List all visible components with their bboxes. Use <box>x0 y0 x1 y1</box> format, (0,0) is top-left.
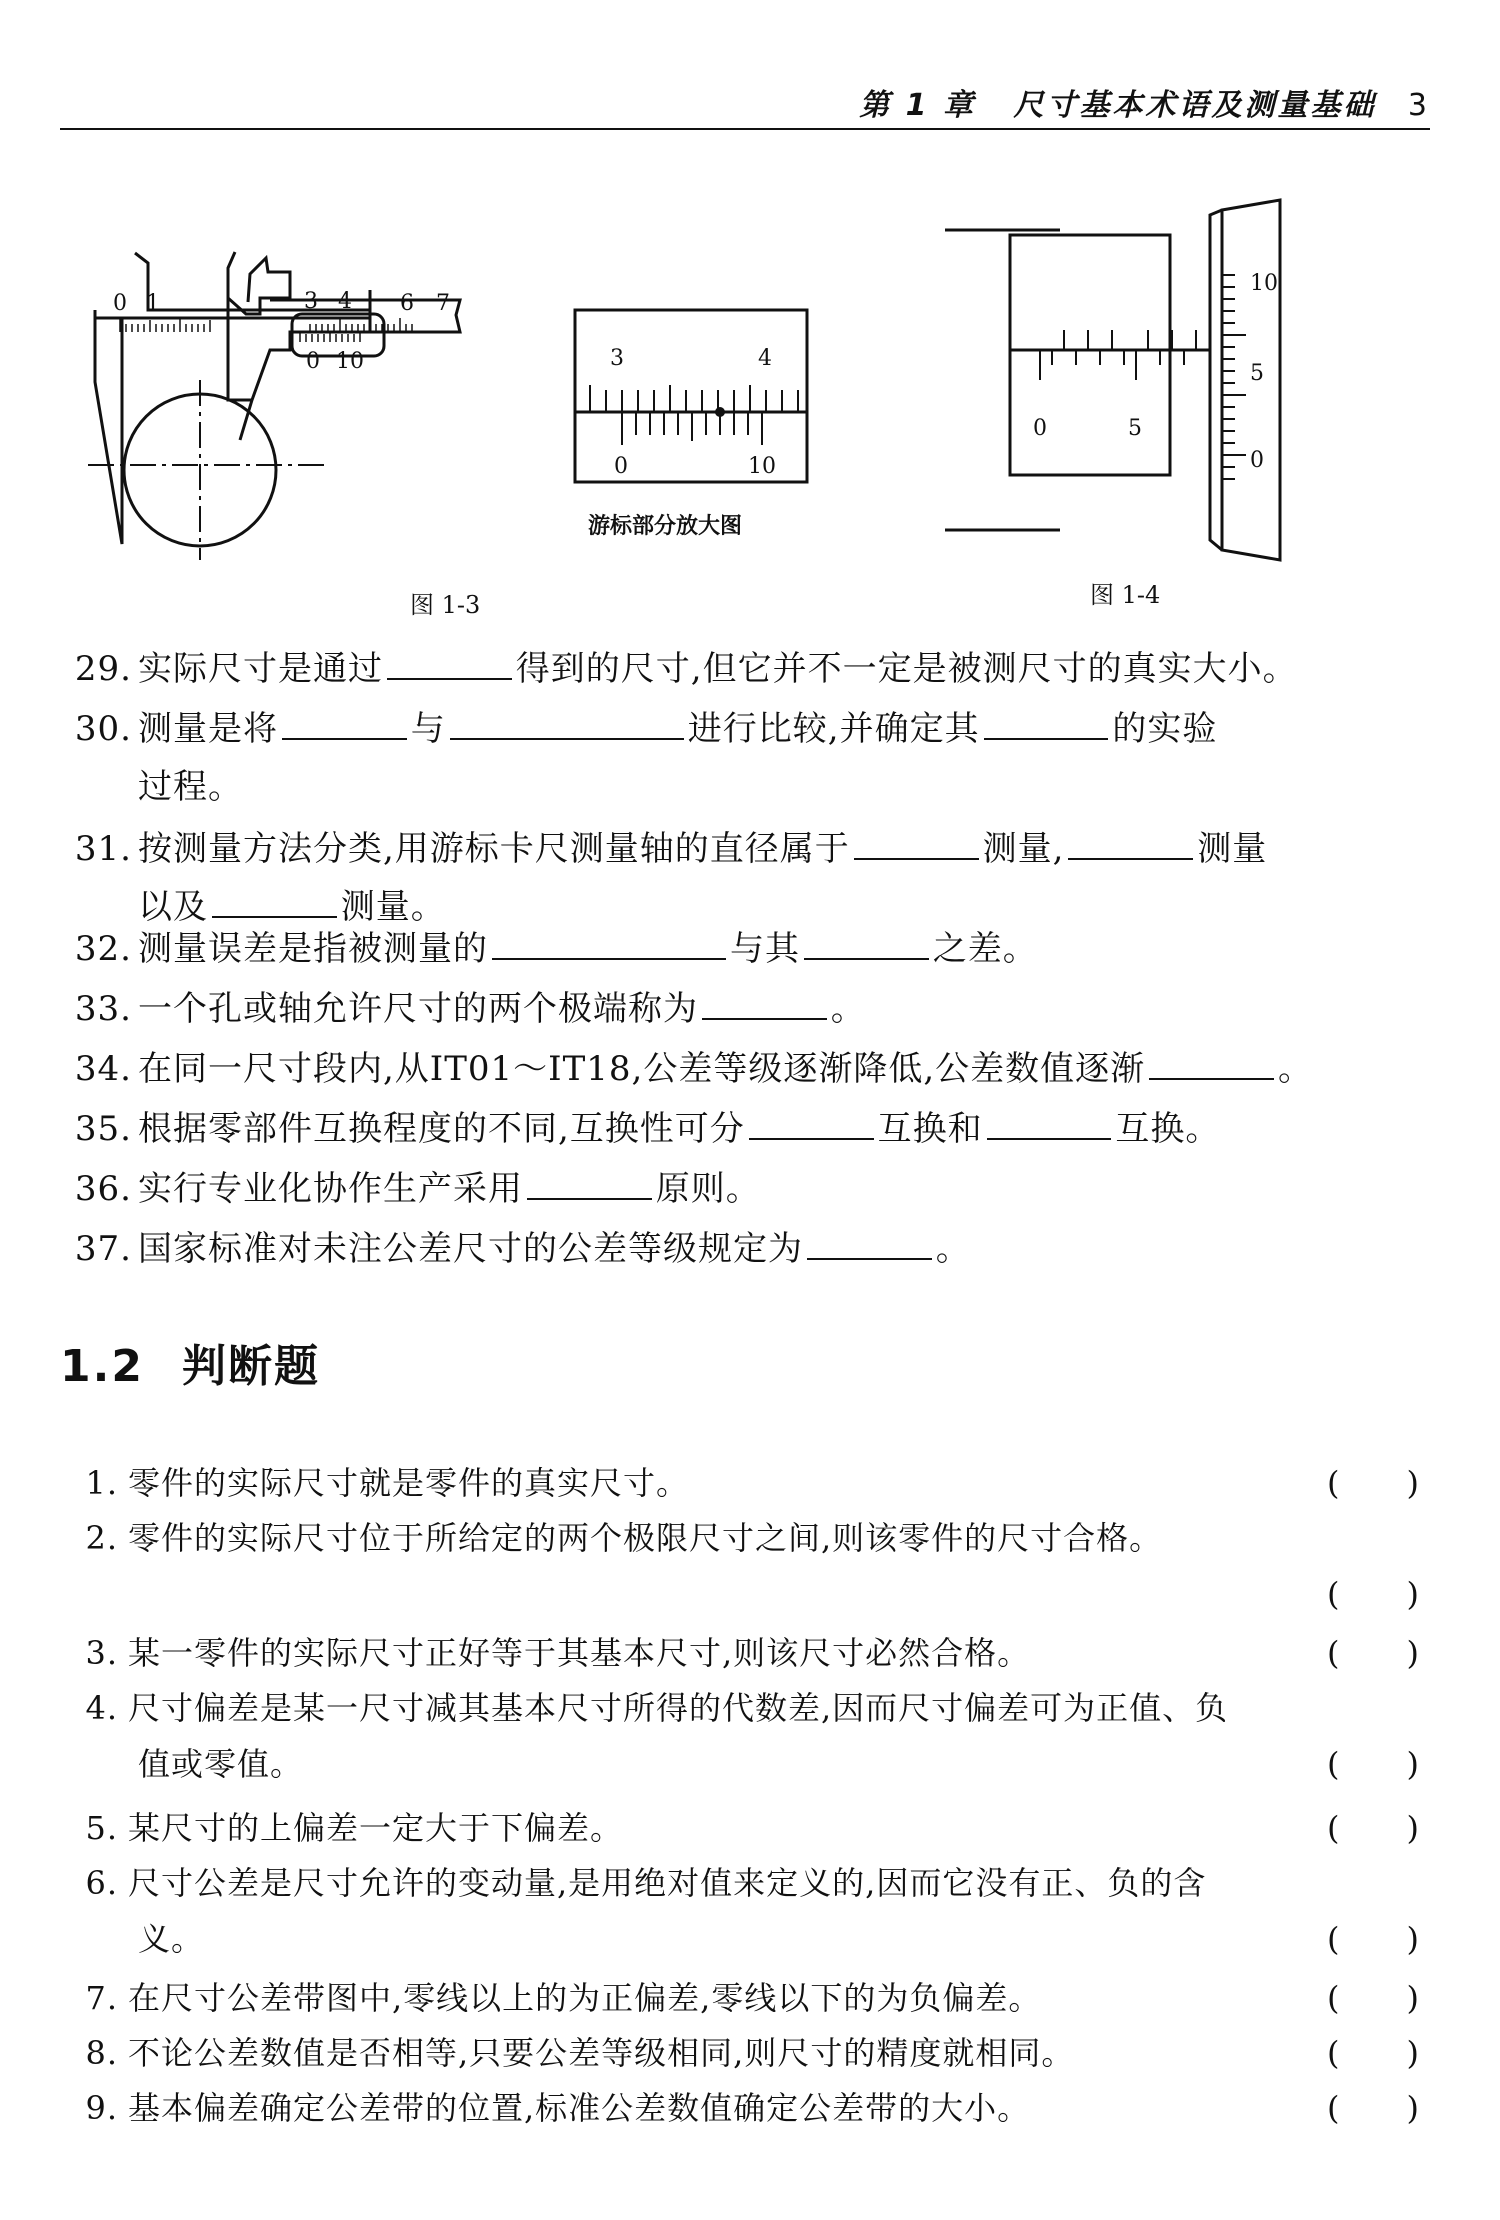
answer-blank[interactable] <box>212 886 337 918</box>
answer-blank[interactable] <box>854 828 979 860</box>
answer-blank[interactable] <box>450 708 684 740</box>
true-false-question <box>60 1455 1440 1511</box>
true-false-question <box>60 1855 1440 1967</box>
question-continuation: 以及 测量。 <box>138 887 446 927</box>
question-text: 国家标准对未注公差尺寸的公差等级规定为 。 <box>138 1229 971 1269</box>
true-false-question <box>60 1625 1440 1681</box>
true-false-question <box>60 1970 1440 2026</box>
answer-parentheses[interactable]: ( ) <box>1327 1464 1420 1502</box>
fill-in-question <box>60 1160 1440 1218</box>
answer-blank[interactable] <box>702 988 827 1020</box>
fill-in-question <box>60 1220 1440 1278</box>
fill-in-question <box>60 700 1440 816</box>
answer-blank[interactable] <box>1068 828 1193 860</box>
true-false-question <box>60 1510 1440 1613</box>
answer-parentheses[interactable]: ( ) <box>1327 1809 1420 1847</box>
question-number: 36. <box>74 1169 132 1209</box>
figure-1-3-zoom <box>570 305 820 545</box>
question-number: 9. <box>85 2089 118 2127</box>
answer-parentheses[interactable]: ( ) <box>1327 1745 1420 1783</box>
section-heading <box>60 1330 320 1394</box>
question-text: 尺寸公差是尺寸允许的变动量,是用绝对值来定义的,因而它没有正、负的含 <box>128 1864 1207 1902</box>
answer-blank[interactable] <box>807 1228 932 1260</box>
main-label-0: 0 <box>113 291 127 316</box>
question-text: 按测量方法分类,用游标卡尺测量轴的直径属于 测量, 测量 <box>138 829 1268 869</box>
question-number: 3. <box>85 1634 118 1672</box>
question-text: 零件的实际尺寸就是零件的真实尺寸。 <box>128 1464 690 1502</box>
question-continuation: 义。 <box>138 1920 205 1958</box>
question-number: 29. <box>74 649 132 689</box>
section-title: 判断题 <box>181 1341 320 1392</box>
fill-in-question <box>60 640 1440 698</box>
question-text: 不论公差数值是否相等,只要公差等级相同,则尺寸的精度就相同。 <box>128 2034 1075 2072</box>
question-number: 2. <box>85 1519 118 1557</box>
thimble <box>1210 200 1280 560</box>
question-continuation: 值或零值。 <box>138 1745 304 1783</box>
figure-1-3-caption: 图 1-3 <box>410 591 481 619</box>
chapter-label: 第 1 章 <box>859 88 976 123</box>
answer-parentheses[interactable]: ( ) <box>1327 2089 1420 2127</box>
zoom-alignment-dot <box>715 407 725 417</box>
question-text: 某尺寸的上偏差一定大于下偏差。 <box>128 1809 624 1847</box>
question-number: 31. <box>74 829 132 869</box>
question-text: 零件的实际尺寸位于所给定的两个极限尺寸之间,则该零件的尺寸合格。 <box>128 1519 1163 1557</box>
question-number: 37. <box>74 1229 132 1269</box>
answer-blank[interactable] <box>749 1108 874 1140</box>
answer-blank[interactable] <box>492 928 726 960</box>
main-scale <box>120 318 412 332</box>
question-number: 30. <box>74 709 132 749</box>
question-text: 基本偏差确定公差带的位置,标准公差数值确定公差带的大小。 <box>128 2089 1031 2127</box>
sleeve-label-5: 5 <box>1128 416 1142 441</box>
question-text: 测量误差是指被测量的 与其 之差。 <box>138 929 1038 969</box>
question-text: 一个孔或轴允许尺寸的两个极端称为 。 <box>138 989 866 1029</box>
zoom-main-label-4: 4 <box>758 346 772 371</box>
sleeve-label-0: 0 <box>1033 416 1047 441</box>
answer-parentheses[interactable]: ( ) <box>1327 2034 1420 2072</box>
question-continuation: 过程。 <box>138 767 243 807</box>
zoom-vernier-label-10: 10 <box>748 454 776 479</box>
answer-blank[interactable] <box>804 928 929 960</box>
main-label-4: 4 <box>338 289 352 314</box>
main-label-6: 6 <box>400 291 414 316</box>
main-label-1: 1 <box>146 291 160 316</box>
figure-1-3-caliper <box>80 250 560 570</box>
fill-in-question <box>60 820 1440 936</box>
main-label-3: 3 <box>304 289 318 314</box>
question-number: 7. <box>85 1979 118 2017</box>
answer-blank[interactable] <box>527 1168 652 1200</box>
question-number: 35. <box>74 1109 132 1149</box>
fill-in-question <box>60 980 1440 1038</box>
question-number: 34. <box>74 1049 132 1089</box>
chapter-title: 尺寸基本术语及测量基础 <box>1013 88 1377 123</box>
vernier-label-10: 10 <box>336 349 364 374</box>
question-text: 实行专业化协作生产采用 原则。 <box>138 1169 761 1209</box>
figure-1-4-caption: 图 1-4 <box>1090 581 1161 609</box>
page-number: 3 <box>1407 88 1430 123</box>
question-text: 实际尺寸是通过 得到的尺寸,但它并不一定是被测尺寸的真实大小。 <box>138 649 1298 689</box>
answer-blank[interactable] <box>1149 1048 1274 1080</box>
question-text: 根据零部件互换程度的不同,互换性可分 互换和 互换。 <box>138 1109 1221 1149</box>
answer-blank[interactable] <box>282 708 407 740</box>
question-text: 在同一尺寸段内,从IT01～IT18,公差等级逐渐降低,公差数值逐渐 。 <box>138 1049 1313 1089</box>
answer-blank[interactable] <box>387 648 512 680</box>
true-false-question <box>60 2025 1440 2081</box>
thimble-label-10: 10 <box>1250 271 1278 296</box>
question-text: 某一零件的实际尺寸正好等于其基本尺寸,则该尺寸必然合格。 <box>128 1634 1031 1672</box>
zoom-main-label-3: 3 <box>610 346 624 371</box>
question-number: 1. <box>85 1464 118 1502</box>
running-head <box>859 80 1430 124</box>
question-text: 测量是将 与 进行比较,并确定其 的实验 <box>138 709 1218 749</box>
true-false-question <box>60 1800 1440 1856</box>
main-label-7: 7 <box>436 291 450 316</box>
thimble-label-5: 5 <box>1250 361 1264 386</box>
fill-in-question <box>60 1040 1440 1098</box>
movable-jaw <box>228 252 370 440</box>
answer-blank[interactable] <box>987 1108 1112 1140</box>
thimble-label-0: 0 <box>1250 448 1264 473</box>
true-false-question <box>60 2080 1440 2136</box>
question-number: 6. <box>85 1864 118 1902</box>
thimble-ticks <box>1222 275 1246 479</box>
question-number: 8. <box>85 2034 118 2072</box>
zoom-vernier-label-0: 0 <box>614 454 628 479</box>
question-number: 32. <box>74 929 132 969</box>
answer-blank[interactable] <box>984 708 1109 740</box>
answer-parentheses[interactable]: ( ) <box>1327 1920 1420 1958</box>
fill-in-question <box>60 1100 1440 1158</box>
zoom-main-ticks <box>590 385 798 412</box>
true-false-question <box>60 1680 1440 1792</box>
zoom-caption: 游标部分放大图 <box>588 514 743 539</box>
vernier-label-0: 0 <box>306 349 320 374</box>
answer-parentheses[interactable]: ( ) <box>1327 1634 1420 1672</box>
question-number: 5. <box>85 1809 118 1847</box>
figure-1-4-micrometer <box>940 195 1320 555</box>
question-text: 在尺寸公差带图中,零线以上的为正偏差,零线以下的为负偏差。 <box>128 1979 1042 2017</box>
answer-parentheses[interactable]: ( ) <box>1327 1575 1420 1613</box>
fill-in-question <box>60 920 1440 978</box>
question-text: 尺寸偏差是某一尺寸减其基本尺寸所得的代数差,因而尺寸偏差可为正值、负 <box>128 1689 1229 1727</box>
sleeve-ticks <box>1040 330 1196 380</box>
answer-parentheses[interactable]: ( ) <box>1327 1979 1420 2017</box>
question-number: 33. <box>74 989 132 1029</box>
question-number: 4. <box>85 1689 118 1727</box>
section-number: 1.2 <box>60 1341 144 1392</box>
zoom-vernier-ticks <box>622 412 762 445</box>
page-header <box>60 68 1430 130</box>
